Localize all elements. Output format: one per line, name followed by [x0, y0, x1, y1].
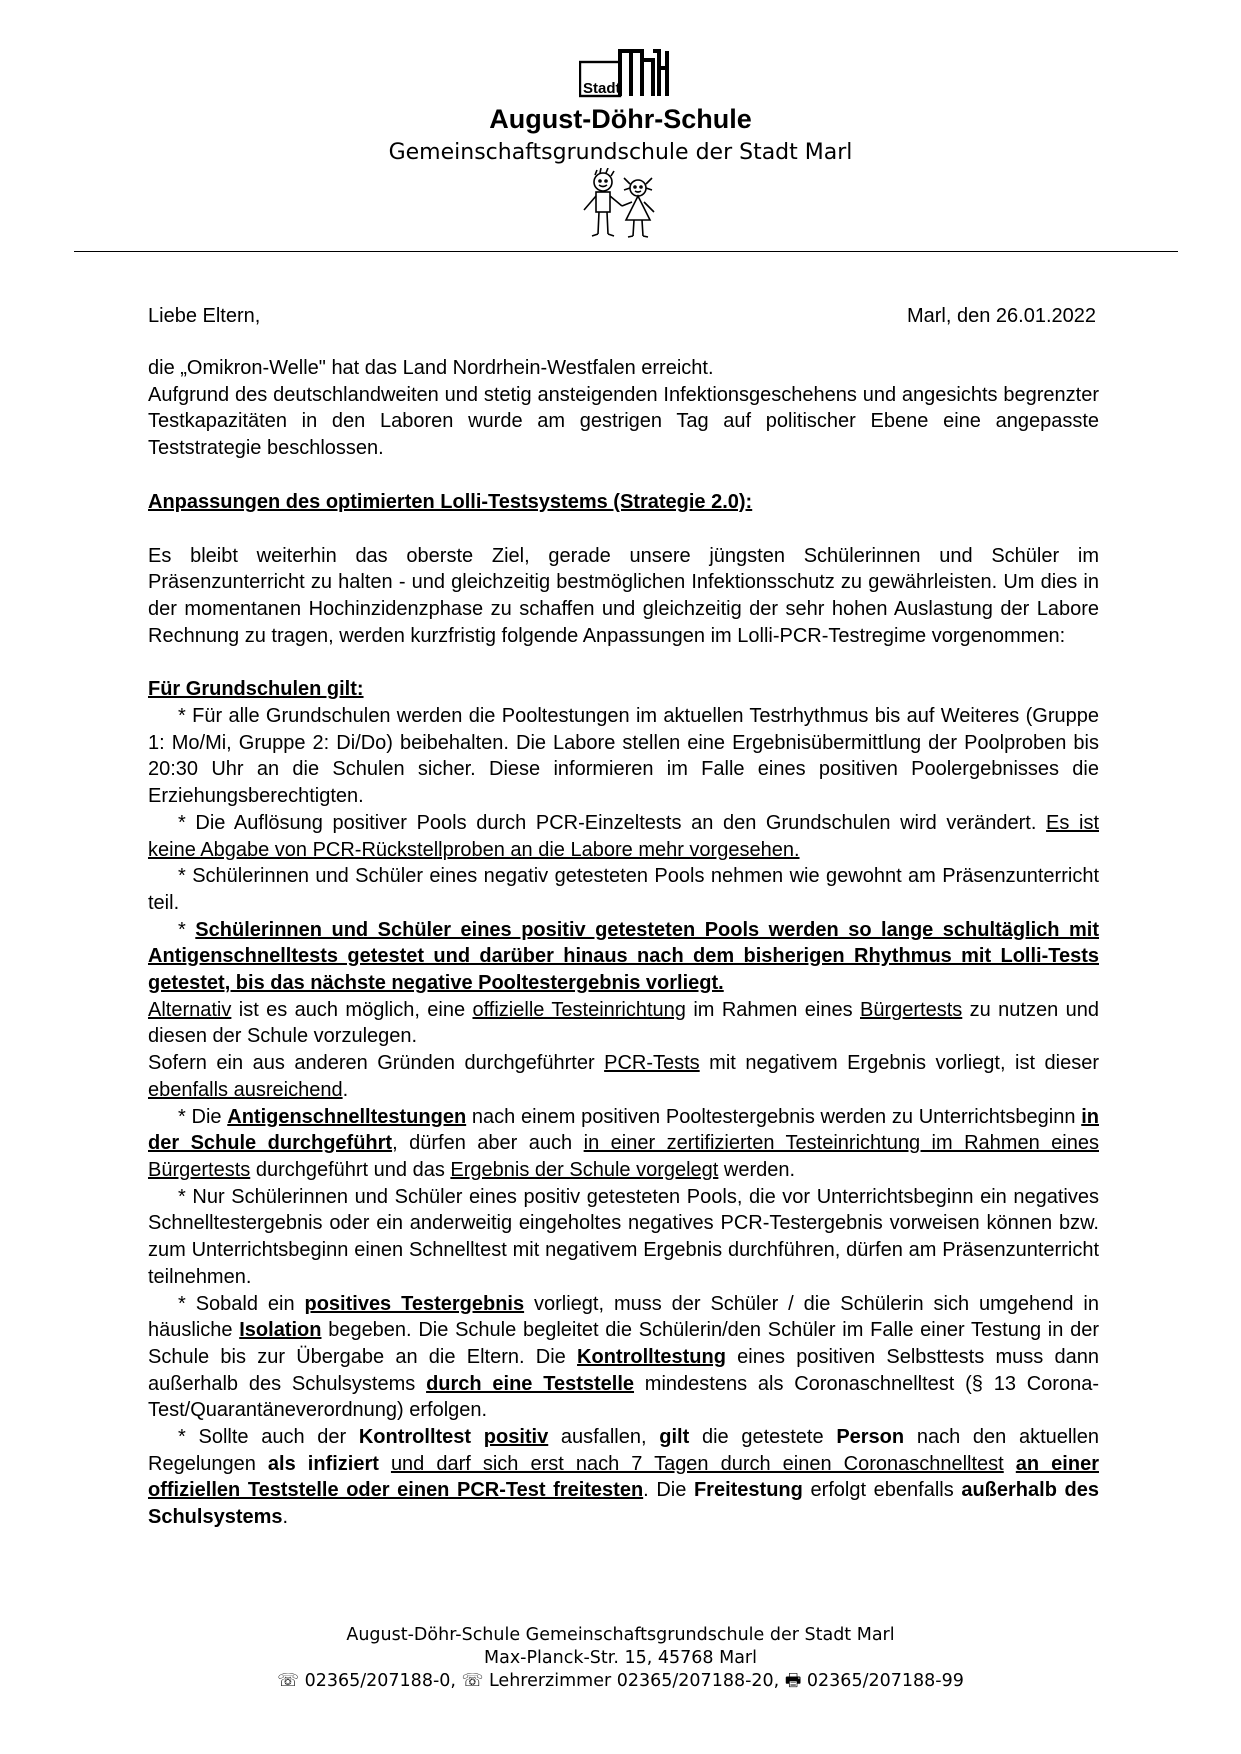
school-subtitle: Gemeinschaftsgrundschule der Stadt Marl [388, 140, 853, 165]
letter-footer [0, 1624, 1241, 1693]
footer-contacts [0, 1670, 1241, 1693]
no-samples-note: Es ist keine Abgabe von PCR-Rückstellproben an die Labore mehr vorgesehen. [148, 811, 1100, 861]
list-item-pooltests: * Für alle Grundschulen werden die Pooltestungen im aktuellen Testrhythmus bis auf Weiteres (Gruppe 1: Mo/Mi, Gruppe 2: Di/Do) beibehalten. Die Labore stellen eine Ergebnisübermittlung der Poolproben bis 20:30 Uhr an die Schulen sicher. Diese informieren im Falle eines positiven Poolergebnisses die Erziehungsberechtigten. [148, 705, 1099, 808]
footer-staff-phone: Lehrerzimmer 02365/207188-20, [483, 1671, 785, 1691]
footer-phone: 02365/207188-0, [299, 1671, 462, 1691]
intro-paragraph-1: die „Omikron-Welle" hat das Land Nordrhein-Westfalen erreicht. [148, 357, 714, 379]
header-divider [74, 251, 1178, 252]
list-item-attendance: * Nur Schülerinnen und Schüler eines positiv getesteten Pools, die vor Unterrichtsbeginn ein negatives Schnelltestergebnis oder ein anderweitig eingeholtes negatives PCR-Testergebnis vorweisen können bzw. zum Unterrichtsbeginn einen Schnelltest mit negativem Ergebnis durchführen, dürfen am Präsenzunterricht teilnehmen. [148, 1185, 1099, 1288]
school-name: August-Döhr-Schule [489, 104, 752, 134]
list-item-pool-resolution: * Die Auflösung positiver Pools durch PCR-Einzeltests an den Grundschulen wird verändert. Es ist keine Abgabe von PCR-Rückstellproben an die Labore mehr vorgesehen. [148, 811, 1100, 861]
letter-body [148, 355, 1099, 1531]
list-item-positive-pool: * Schülerinnen und Schüler eines positiv getesteten Pools werden so lange schultäglich mit Antigenschnelltests getestet und darüber hinaus nach dem bisherigen Rhythmus mit Lolli-Tests getestet, bis das nächste negative Pooltestergebnis vorliegt. [148, 918, 1099, 995]
footer-fax: 02365/207188-99 [801, 1671, 964, 1691]
footer-school-name: August-Döhr-Schule Gemeinschaftsgrundschule der Stadt Marl [346, 1625, 895, 1645]
list-item-negative-pool: * Schülerinnen und Schüler eines negativ getesteten Pools nehmen wie gewohnt am Präsenzunterricht teil. [148, 865, 1099, 914]
intro-paragraph-2: Aufgrund des deutschlandweiten und stetig ansteigenden Infektionsgeschehens und angesichts begrenzter Testkapazitäten in den Laboren wurde am gestrigen Tag auf politischer Ebene eine angepasste Teststrategie beschlossen. [148, 383, 1099, 460]
section-heading-strategy: Anpassungen des optimierten Lolli-Testsystems (Strategie 2.0): [148, 490, 753, 513]
pcr-paragraph: Sofern ein aus anderen Gründen durchgeführter PCR-Tests mit negativem Ergebnis vorliegt, ist dieser ebenfalls ausreichend. [148, 1052, 1099, 1101]
alternative-paragraph: Alternativ ist es auch möglich, eine offizielle Testeinrichtung im Rahmen eines Bürgertests zu nutzen und diesen der Schule vorzulegen. [148, 998, 1099, 1048]
salutation: Liebe Eltern, [148, 305, 261, 327]
phone-icon: ☏ [461, 1671, 484, 1691]
section-heading-grundschulen: Für Grundschulen gilt: [148, 678, 364, 701]
phone-icon: ☏ [277, 1671, 300, 1691]
svg-text:Stadt: Stadt [583, 80, 621, 97]
list-item-antigen-tests: * Die Antigenschnelltestungen nach einem positiven Pooltestergebnis werden zu Unterrichtsbeginn in der Schule durchgeführt, dürfen aber auch in einer zertifizierten Testeinrichtung im Rahmen eines Bürgertests durchgeführt und das Ergebnis der Schule vorgelegt werden. [148, 1105, 1099, 1181]
list-item-positive-result: * Sobald ein positives Testergebnis vorliegt, muss der Schüler / die Schülerin sich umgehend in häusliche Isolation begeben. Die Schule begleitet die Schülerin/den Schüler im Falle einer Testung in der Schule bis zur Übergabe an die Eltern. Die Kontrolltestung eines positiven Selbsttests muss dann außerhalb des Schulsystems durch eine Teststelle mindestens als Coronaschnelltest (§ 13 Corona-Test/Quarantäneverordnung) erfolgen. [148, 1292, 1099, 1422]
stadt-marl-logo [579, 48, 675, 100]
positive-pool-rule: Schülerinnen und Schüler eines positiv getesteten Pools werden so lange schultäglich mit Antigenschnelltests getestet und darüber hinaus nach dem bisherigen Rhythmus mit Lolli-Tests getestet, bis das nächste negative Pooltestergebnis vorliegt. [148, 918, 1099, 995]
fax-icon: 🖶 [784, 1671, 802, 1691]
list-item-control-test: * Sollte auch der Kontrolltest positiv ausfallen, gilt die getestete Person nach den aktuellen Regelungen als infiziert und darf sich erst nach 7 Tagen durch einen Coronaschnelltest an einer offiziellen Teststelle oder einen PCR-Test freitesten. Die Freitestung erfolgt ebenfalls außerhalb des Schulsystems. [148, 1426, 1099, 1529]
goal-paragraph: Es bleibt weiterhin das oberste Ziel, gerade unsere jüngsten Schülerinnen und Schüler im Präsenzunterricht zu halten - und gleichzeitig bestmöglichen Infektionsschutz zu gewährleisten. Um dies in der momentanen Hochinzidenzphase zu schaffen und gleichzeitig der sehr hohen Auslastung der Labore Rechnung zu tragen, werden kurzfristig folgende Anpassungen im Lolli-PCR-Testregime vorgenommen: [148, 544, 1099, 647]
letter-date: Marl, den 26.01.2022 [906, 305, 1096, 327]
children-holding-hands-illustration [578, 168, 668, 244]
footer-address: Max-Planck-Str. 15, 45768 Marl [484, 1648, 757, 1668]
